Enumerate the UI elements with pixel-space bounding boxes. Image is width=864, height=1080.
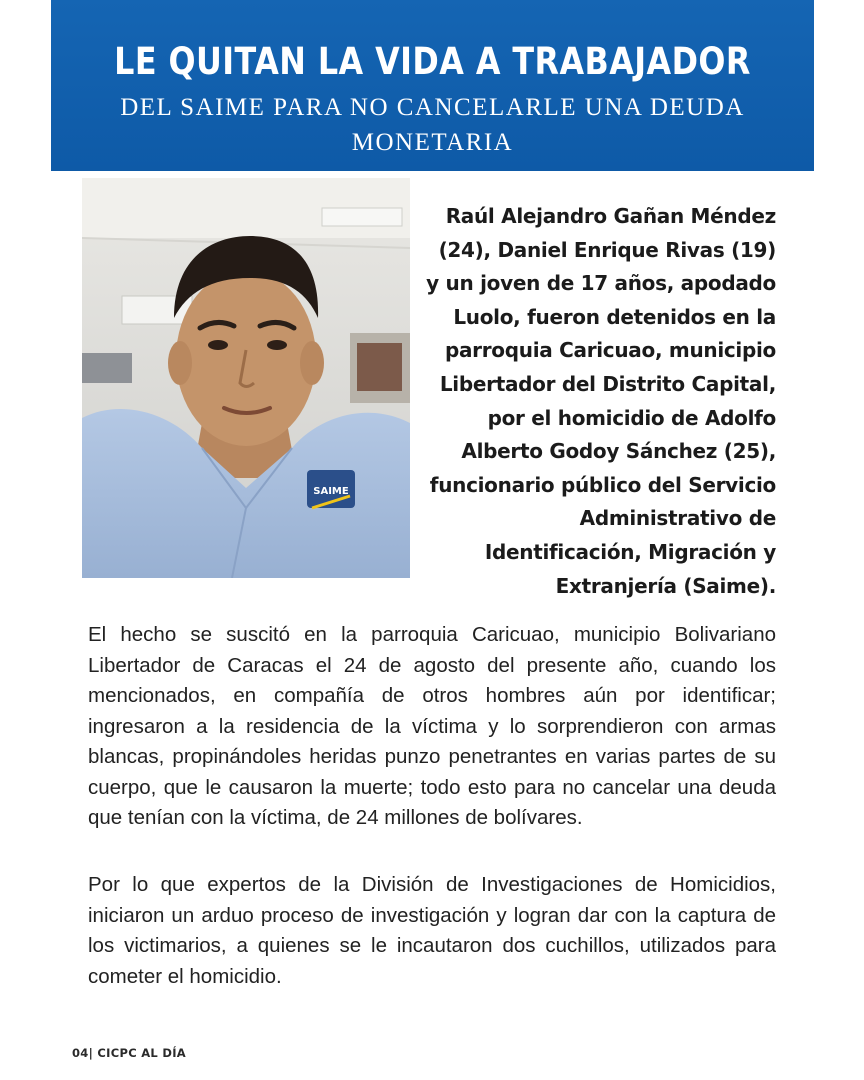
page-footer: 04| CICPC AL DÍA bbox=[72, 1046, 186, 1060]
portrait-illustration bbox=[82, 178, 410, 578]
headline: LE QUITAN LA VIDA A TRABAJADOR bbox=[114, 40, 751, 83]
headline-banner bbox=[51, 0, 814, 171]
body-paragraph-2: Por lo que expertos de la División de Investigaciones de Homicidios, iniciaron un arduo proceso de investigación y logran dar con la captura de los victimarios, a quienes se le incautaron dos cuchillos, utilizados para cometer el homicidio. bbox=[88, 873, 776, 988]
subheadline: DEL SAIME PARA NO CANCELARLE UNA DEUDA MONETARIA bbox=[120, 94, 745, 156]
body-paragraph-1: El hecho se suscitó en la parroquia Caricuao, municipio Bolivariano Libertador de Caracas el 24 de agosto del presente año, cuando los mencionados, en compañía de otros hombres aún por identificar; ingresaron a la residencia de la víctima y lo sorprendieron con armas blancas, propinándoles heridas punzo penetrantes en varias partes de su cuerpo, que le causaron la muerte; todo esto para no cancelar una deuda que tenían con la víctima, de 24 millones de bolívares. bbox=[88, 623, 776, 829]
saime-badge-text: SAIME bbox=[313, 486, 349, 497]
lead-paragraph: Raúl Alejandro Gañan Méndez (24), Daniel Enrique Rivas (19) y un joven de 17 años, apodado Luolo, fueron detenidos en la parroquia Caricuao, municipio Libertador del Distrito Capital, por el homicidio de Adolfo Alberto Godoy Sánchez (25), funcionario público del Servicio Administrativo de Identificación, Migración y Extranjería (Saime). bbox=[426, 204, 776, 598]
victim-photo bbox=[82, 178, 410, 578]
